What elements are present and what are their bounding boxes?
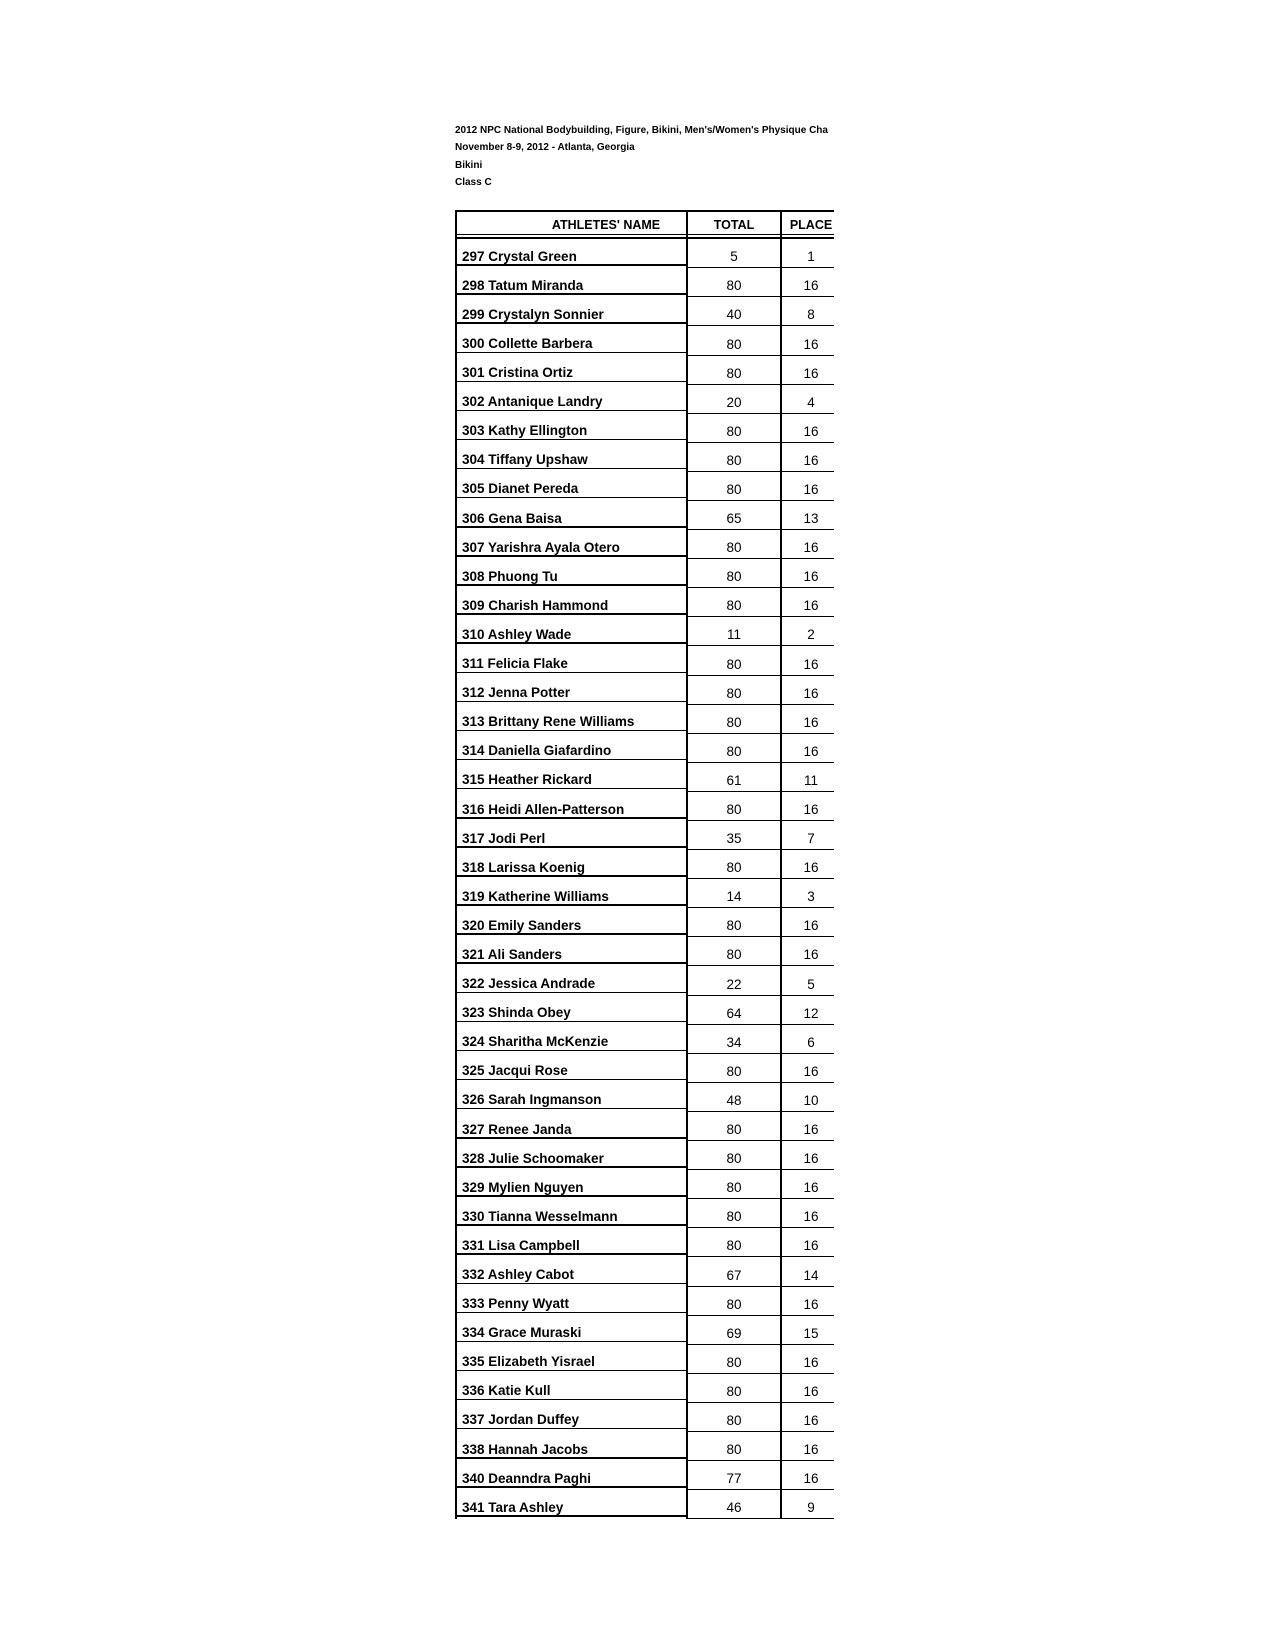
athlete-name-cell: 328 Julie Schoomaker	[457, 1141, 686, 1170]
total-cell: 35	[686, 821, 780, 850]
col-header-place: PLACE	[780, 212, 834, 234]
athlete-name-cell: 325 Jacqui Rose	[457, 1054, 686, 1083]
place-cell: 4	[780, 385, 834, 414]
header-gap-place-cell	[780, 235, 834, 238]
place-cell: 16	[780, 443, 834, 472]
athlete-name-cell: 323 Shinda Obey	[457, 996, 686, 1025]
table-row	[457, 1083, 834, 1112]
athlete-name-cell: 320 Emily Sanders	[457, 908, 686, 937]
place-cell: 11	[780, 763, 834, 792]
athlete-name-cell: 315 Heather Rickard	[457, 763, 686, 792]
athlete-name-cell: 307 Yarishra Ayala Otero	[457, 530, 686, 559]
athlete-name-cell: 304 Tiffany Upshaw	[457, 443, 686, 472]
table-body	[457, 239, 834, 1519]
table-row	[457, 268, 834, 297]
table-row	[457, 443, 834, 472]
place-cell: 16	[780, 705, 834, 734]
total-cell: 80	[686, 1141, 780, 1170]
total-cell: 80	[686, 1054, 780, 1083]
table-row	[457, 385, 834, 414]
athlete-name-cell: 309 Charish Hammond	[457, 588, 686, 617]
athlete-name-cell: 314 Daniella Giafardino	[457, 734, 686, 763]
table-row	[457, 705, 834, 734]
doc-date-location: November 8-9, 2012 - Atlanta, Georgia	[455, 142, 635, 154]
place-cell: 16	[780, 1345, 834, 1374]
total-cell: 80	[686, 268, 780, 297]
table-row	[457, 966, 834, 995]
athlete-name-cell: 336 Katie Kull	[457, 1374, 686, 1403]
athlete-name-cell: 326 Sarah Ingmanson	[457, 1083, 686, 1112]
total-cell: 80	[686, 908, 780, 937]
place-cell: 9	[780, 1490, 834, 1519]
total-cell: 67	[686, 1257, 780, 1286]
total-cell: 80	[686, 1432, 780, 1461]
table-row	[457, 588, 834, 617]
table-row	[457, 734, 834, 763]
place-cell: 3	[780, 879, 834, 908]
athlete-name-cell: 329 Mylien Nguyen	[457, 1170, 686, 1199]
table-row	[457, 1403, 834, 1432]
total-cell: 80	[686, 443, 780, 472]
header-gap-name-cell	[457, 235, 686, 238]
total-cell: 20	[686, 385, 780, 414]
athlete-name-cell: 305 Dianet Pereda	[457, 472, 686, 501]
athlete-name-cell: 297 Crystal Green	[457, 239, 686, 268]
athlete-name-cell: 321 Ali Sanders	[457, 937, 686, 966]
total-cell: 48	[686, 1083, 780, 1112]
table-row	[457, 559, 834, 588]
place-cell: 16	[780, 326, 834, 355]
place-cell: 13	[780, 501, 834, 530]
place-cell: 16	[780, 559, 834, 588]
total-cell: 80	[686, 676, 780, 705]
table-row	[457, 239, 834, 268]
table-row	[457, 1112, 834, 1141]
total-cell: 80	[686, 1199, 780, 1228]
table-row	[457, 821, 834, 850]
table-row	[457, 1345, 834, 1374]
total-cell: 80	[686, 356, 780, 385]
total-cell: 22	[686, 966, 780, 995]
place-cell: 16	[780, 1461, 834, 1490]
table-row	[457, 879, 834, 908]
athlete-name-cell: 327 Renee Janda	[457, 1112, 686, 1141]
athlete-name-cell: 335 Elizabeth Yisrael	[457, 1345, 686, 1374]
total-cell: 80	[686, 472, 780, 501]
place-cell: 8	[780, 297, 834, 326]
place-cell: 16	[780, 676, 834, 705]
table-row	[457, 1490, 834, 1519]
table-row	[457, 1170, 834, 1199]
table-row	[457, 1374, 834, 1403]
total-cell: 14	[686, 879, 780, 908]
doc-title: 2012 NPC National Bodybuilding, Figure, Bikini, Men's/Women's Physique Cha	[455, 125, 828, 136]
table-row	[457, 326, 834, 355]
place-cell: 16	[780, 850, 834, 879]
table-row	[457, 1287, 834, 1316]
total-cell: 80	[686, 530, 780, 559]
athlete-name-cell: 332 Ashley Cabot	[457, 1257, 686, 1286]
athlete-name-cell: 338 Hannah Jacobs	[457, 1432, 686, 1461]
athlete-name-cell: 303 Kathy Ellington	[457, 414, 686, 443]
athlete-name-cell: 319 Katherine Williams	[457, 879, 686, 908]
place-cell: 16	[780, 1112, 834, 1141]
total-cell: 80	[686, 792, 780, 821]
place-cell: 12	[780, 996, 834, 1025]
total-cell: 80	[686, 414, 780, 443]
table-row	[457, 1316, 834, 1345]
total-cell: 80	[686, 1287, 780, 1316]
col-header-total: TOTAL	[686, 212, 780, 234]
place-cell: 16	[780, 588, 834, 617]
athlete-name-cell: 337 Jordan Duffey	[457, 1403, 686, 1432]
place-cell: 14	[780, 1257, 834, 1286]
table-row	[457, 530, 834, 559]
athlete-name-cell: 334 Grace Muraski	[457, 1316, 686, 1345]
athlete-name-cell: 317 Jodi Perl	[457, 821, 686, 850]
athlete-name-cell: 331 Lisa Campbell	[457, 1228, 686, 1257]
place-cell: 16	[780, 646, 834, 675]
table-row	[457, 297, 834, 326]
athlete-name-cell: 306 Gena Baisa	[457, 501, 686, 530]
results-table	[455, 210, 834, 1520]
content-area	[455, 122, 834, 1532]
total-cell: 69	[686, 1316, 780, 1345]
total-cell: 80	[686, 734, 780, 763]
total-cell: 65	[686, 501, 780, 530]
athlete-name-cell: 316 Heidi Allen-Patterson	[457, 792, 686, 821]
athlete-name-cell: 302 Antanique Landry	[457, 385, 686, 414]
place-cell: 16	[780, 1054, 834, 1083]
table-row	[457, 908, 834, 937]
total-cell: 80	[686, 1374, 780, 1403]
total-cell: 5	[686, 239, 780, 268]
athlete-name-cell: 341 Tara Ashley	[457, 1490, 686, 1519]
doc-class: Class C	[455, 177, 492, 189]
table-header-row	[457, 212, 834, 235]
place-cell: 15	[780, 1316, 834, 1345]
total-cell: 64	[686, 996, 780, 1025]
table-row	[457, 1228, 834, 1257]
place-cell: 16	[780, 1403, 834, 1432]
place-cell: 16	[780, 1287, 834, 1316]
athlete-name-cell: 312 Jenna Potter	[457, 676, 686, 705]
total-cell: 34	[686, 1025, 780, 1054]
total-cell: 80	[686, 326, 780, 355]
place-cell: 16	[780, 937, 834, 966]
table-row	[457, 414, 834, 443]
place-cell: 16	[780, 908, 834, 937]
total-cell: 80	[686, 646, 780, 675]
total-cell: 40	[686, 297, 780, 326]
athlete-name-cell: 318 Larissa Koenig	[457, 850, 686, 879]
athlete-name-cell: 301 Cristina Ortiz	[457, 356, 686, 385]
doc-division: Bikini	[455, 159, 483, 171]
table-row	[457, 676, 834, 705]
table-row	[457, 356, 834, 385]
document-header	[455, 122, 834, 192]
total-cell: 80	[686, 1403, 780, 1432]
total-cell: 80	[686, 937, 780, 966]
total-cell: 46	[686, 1490, 780, 1519]
place-cell: 16	[780, 414, 834, 443]
athlete-name-cell: 299 Crystalyn Sonnier	[457, 297, 686, 326]
table-row	[457, 501, 834, 530]
athlete-name-cell: 313 Brittany Rene Williams	[457, 705, 686, 734]
table-row	[457, 472, 834, 501]
place-cell: 16	[780, 1374, 834, 1403]
table-row	[457, 1141, 834, 1170]
athlete-name-cell: 298 Tatum Miranda	[457, 268, 686, 297]
place-cell: 16	[780, 1228, 834, 1257]
table-row	[457, 1199, 834, 1228]
total-cell: 80	[686, 1170, 780, 1199]
table-row	[457, 937, 834, 966]
place-cell: 16	[780, 356, 834, 385]
place-cell: 16	[780, 530, 834, 559]
place-cell: 16	[780, 1141, 834, 1170]
total-cell: 11	[686, 617, 780, 646]
place-cell: 16	[780, 792, 834, 821]
place-cell: 6	[780, 1025, 834, 1054]
athlete-name-cell: 311 Felicia Flake	[457, 646, 686, 675]
total-cell: 80	[686, 559, 780, 588]
total-cell: 77	[686, 1461, 780, 1490]
athlete-name-cell: 322 Jessica Andrade	[457, 966, 686, 995]
athlete-name-cell: 340 Deanndra Paghi	[457, 1461, 686, 1490]
table-row	[457, 1025, 834, 1054]
table-row	[457, 617, 834, 646]
place-cell: 16	[780, 268, 834, 297]
athlete-name-cell: 310 Ashley Wade	[457, 617, 686, 646]
total-cell: 80	[686, 588, 780, 617]
table-row	[457, 1461, 834, 1490]
header-gap-total-cell	[686, 235, 780, 238]
athlete-name-cell: 308 Phuong Tu	[457, 559, 686, 588]
place-cell: 2	[780, 617, 834, 646]
table-row	[457, 850, 834, 879]
place-cell: 5	[780, 966, 834, 995]
total-cell: 80	[686, 705, 780, 734]
place-cell: 16	[780, 1199, 834, 1228]
place-cell: 16	[780, 472, 834, 501]
table-row	[457, 1432, 834, 1461]
place-cell: 7	[780, 821, 834, 850]
athlete-name-cell: 330 Tianna Wesselmann	[457, 1199, 686, 1228]
table-row	[457, 763, 834, 792]
athlete-name-cell: 300 Collette Barbera	[457, 326, 686, 355]
table-row	[457, 646, 834, 675]
total-cell: 80	[686, 850, 780, 879]
place-cell: 16	[780, 1170, 834, 1199]
table-row	[457, 996, 834, 1025]
place-cell: 10	[780, 1083, 834, 1112]
total-cell: 80	[686, 1345, 780, 1374]
place-cell: 1	[780, 239, 834, 268]
athlete-name-cell: 324 Sharitha McKenzie	[457, 1025, 686, 1054]
total-cell: 61	[686, 763, 780, 792]
place-cell: 16	[780, 1432, 834, 1461]
table-row	[457, 1257, 834, 1286]
place-cell: 16	[780, 734, 834, 763]
table-row	[457, 1054, 834, 1083]
total-cell: 80	[686, 1112, 780, 1141]
total-cell: 80	[686, 1228, 780, 1257]
col-header-athletes-name: ATHLETES' NAME	[551, 217, 661, 232]
table-row	[457, 792, 834, 821]
athlete-name-cell: 333 Penny Wyatt	[457, 1287, 686, 1316]
